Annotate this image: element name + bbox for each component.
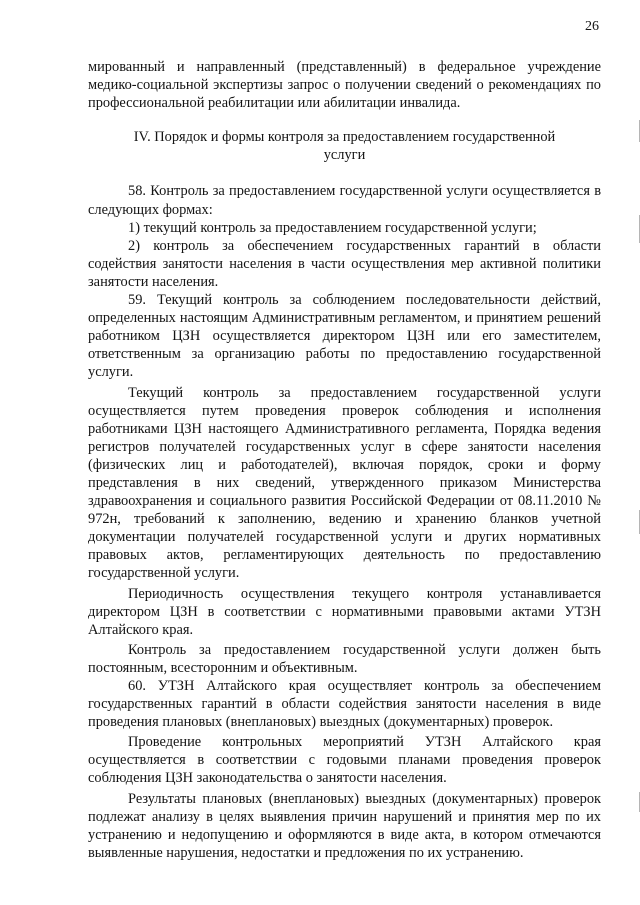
page-number: 26 (585, 19, 599, 34)
paragraph-58: 58. Контроль за предоставлением государственной услуги осуществляется в следующих формах: (88, 183, 601, 218)
paragraph-58-item-2: 2) контроль за обеспечением государственных гарантий в области содействия занятости населения в части осуществления мер активной политики занятости населения. (88, 237, 601, 290)
paragraph-58-item-1: 1) текущий контроль за предоставлением государственной услуги; (128, 219, 537, 236)
paragraph-59-periodicity: Периодичность осуществления текущего контроля устанавливается директором ЦЗН в соответствии с нормативными правовыми актами УТЗН Алтайского края. (88, 585, 601, 638)
paragraph-60-inspections: Проведение контрольных мероприятий УТЗН Алтайского края осуществляется в соответствии с годовыми планами проведения проверок соблюдения ЦЗН законодательства о занятости населения. (88, 734, 601, 787)
paragraph-59: 59. Текущий контроль за соблюдением последовательности действий, определенных настоящим Административным регламентом, и принятием решений работником ЦЗН осуществляется директором ЦЗН или его заместителем, ответственным за организацию работы по предоставлению государственной услуги. (88, 292, 601, 381)
paragraph-59-control-nature: Контроль за предоставлением государственной услуги должен быть постоянным, всесторонним и объективным. (88, 641, 601, 676)
document-body (88, 58, 601, 862)
paragraph-59-current-control: Текущий контроль за предоставлением государственной услуги осуществляется путем проведения проверок соблюдения и исполнения работниками ЦЗН настоящего Административного регламента, Порядка ведения регистров получателей государственных услуг в сфере занятости населения (физических лиц и работодателей), включая порядок, сроки и форму представления в них сведений, утвержденного приказом Министерства здравоохранения и социального развития Российской Федерации от 08.11.2010 № 972н, требований к заполнению, ведению и хранению бланков учетной документации получателей государственной услуги и других нормативных правовых актов, регламентирующих деятельность по предоставлению государственной услуги. (88, 384, 601, 582)
paragraph-continuation: мированный и направленный (представленный) в федеральное учреждение медико-социальной экспертизы запрос о получении сведений о рекомендациях по профессиональной реабилитации или абилитации инвалида. (88, 59, 601, 112)
paragraph-60: 60. УТЗН Алтайского края осуществляет контроль за обеспечением государственных гарантий в области содействия занятости населения в виде проведения плановых (внеплановых) выездных (документарных) проверок. (88, 678, 601, 731)
paragraph-60-results: Результаты плановых (внеплановых) выездных (документарных) проверок подлежат анализу в целях выявления причин нарушений и принятия мер по их устранению и недопущению и оформляются в виде акта, в котором отмечаются выявленные нарушения, недостатки и предложения по их устранению. (88, 790, 601, 861)
section-heading: IV. Порядок и формы контроля за предоставлением государственной услуги (133, 129, 556, 164)
